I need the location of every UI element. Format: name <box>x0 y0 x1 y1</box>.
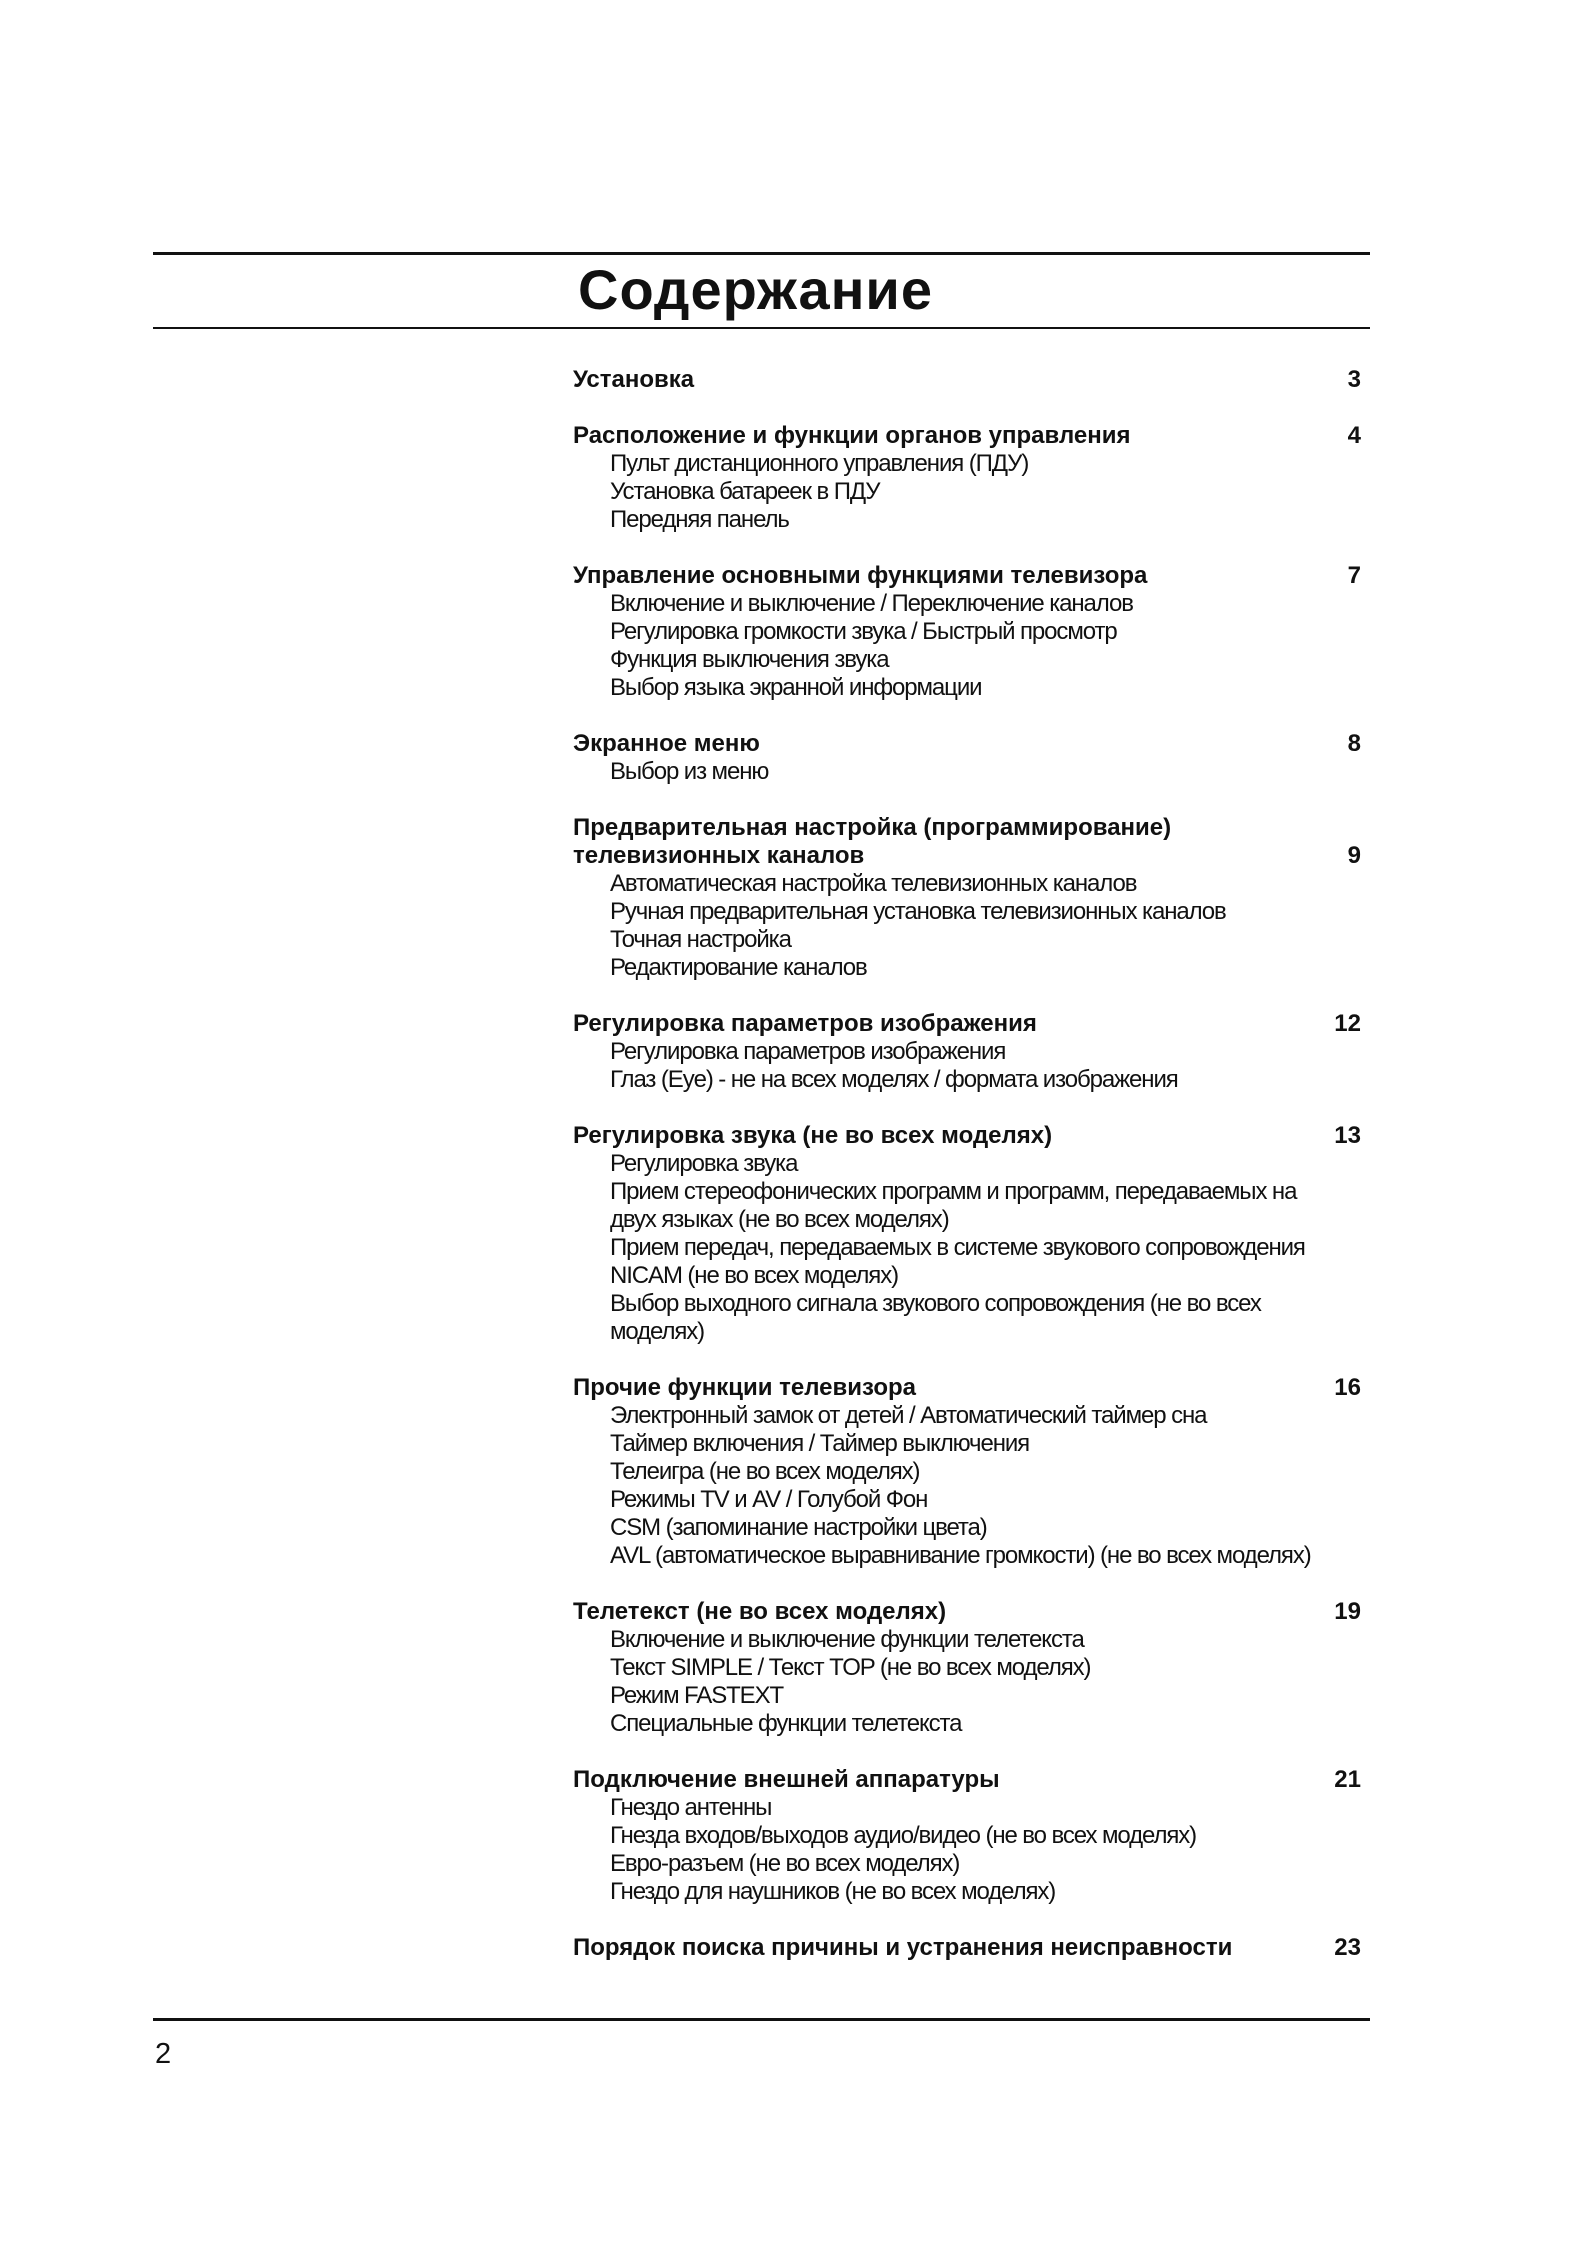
toc-section-heading[interactable] <box>573 730 1363 758</box>
toc-section-title: Телетекст (не во всех моделях) <box>573 1598 947 1625</box>
toc-section <box>573 1598 1363 1738</box>
toc-subsection-item[interactable]: Текст SIMPLE / Текст TOP (не во всех моделях) <box>610 1654 1091 1681</box>
toc-subsection-item[interactable]: Регулировка звука <box>610 1150 798 1177</box>
toc-section-page: 21 <box>1334 1766 1361 1793</box>
toc-section-heading[interactable] <box>573 1766 1363 1794</box>
toc-subsection-item[interactable]: Прием стереофонических программ и программ, передаваемых на двух языках (не во всех моделях) <box>610 1178 1297 1233</box>
toc-subsection-item[interactable]: Функция выключения звука <box>610 646 889 673</box>
toc-section-page: 13 <box>1334 1122 1361 1149</box>
bottom-rule <box>153 2018 1370 2021</box>
toc-subsection-item[interactable]: Редактирование каналов <box>610 954 867 981</box>
toc-subsection-item[interactable]: Прием передач, передаваемых в системе звукового сопровождения NICAM (не во всех моделях) <box>610 1234 1305 1289</box>
toc-section-page: 8 <box>1347 730 1361 757</box>
toc-subsection-item[interactable]: Таймер включения / Таймер выключения <box>610 1430 1030 1457</box>
toc-subsection-item[interactable]: Глаз (Eye) - не на всех моделях / формата изображения <box>610 1066 1178 1093</box>
toc-subsection-item[interactable]: Гнезда входов/выходов аудио/видео (не во всех моделях) <box>610 1822 1197 1849</box>
toc-subsection-item[interactable]: Телеигра (не во всех моделях) <box>610 1458 920 1485</box>
toc-subsection-list <box>573 758 1363 786</box>
toc-section-heading[interactable] <box>573 422 1363 450</box>
toc-subsection-item[interactable]: Автоматическая настройка телевизионных каналов <box>610 870 1137 897</box>
toc-section-page: 23 <box>1334 1934 1361 1961</box>
page-title: Содержание <box>578 258 933 321</box>
toc-subsection-list <box>573 1150 1363 1346</box>
toc-section-page: 7 <box>1347 562 1361 589</box>
toc-subsection-item[interactable]: Выбор выходного сигнала звукового сопровождения (не во всех моделях) <box>610 1290 1261 1345</box>
toc-subsection-item[interactable]: CSM (запоминание настройки цвета) <box>610 1514 987 1541</box>
toc-section <box>573 1766 1363 1906</box>
toc-section-title: Управление основными функциями телевизора <box>573 562 1148 589</box>
toc-section-page: 3 <box>1347 366 1361 393</box>
toc-section-title: Подключение внешней аппаратуры <box>573 1766 1000 1793</box>
table-of-contents <box>573 366 1363 1962</box>
toc-subsection-list <box>573 590 1363 702</box>
toc-section-heading[interactable] <box>573 1010 1363 1038</box>
toc-subsection-list <box>573 1038 1363 1094</box>
toc-subsection-item[interactable]: Выбор языка экранной информации <box>610 674 982 701</box>
toc-subsection-list <box>573 1794 1363 1906</box>
toc-section-heading[interactable] <box>573 366 1363 394</box>
toc-subsection-item[interactable]: AVL (автоматическое выравнивание громкости) (не во всех моделях) <box>610 1542 1311 1569</box>
toc-section-heading[interactable] <box>573 1374 1363 1402</box>
toc-subsection-list <box>573 870 1363 982</box>
toc-section-page: 9 <box>1347 842 1361 869</box>
toc-subsection-item[interactable]: Гнездо антенны <box>610 1794 772 1821</box>
toc-section-title: Установка <box>573 366 695 393</box>
toc-section <box>573 814 1363 982</box>
toc-subsection-list <box>573 450 1363 534</box>
toc-subsection-list <box>573 1626 1363 1738</box>
toc-subsection-item[interactable]: Специальные функции телетекста <box>610 1710 962 1737</box>
toc-section <box>573 1934 1363 1962</box>
toc-section-title: Расположение и функции органов управления <box>573 422 1131 449</box>
toc-subsection-item[interactable]: Регулировка громкости звука / Быстрый просмотр <box>610 618 1117 645</box>
toc-subsection-item[interactable]: Пульт дистанционного управления (ПДУ) <box>610 450 1029 477</box>
toc-subsection-item[interactable]: Включение и выключение функции телетекста <box>610 1626 1084 1653</box>
toc-section-page: 4 <box>1347 422 1361 449</box>
toc-section-title: Регулировка параметров изображения <box>573 1010 1037 1037</box>
toc-section-page: 12 <box>1334 1010 1361 1037</box>
toc-subsection-item[interactable]: Электронный замок от детей / Автоматический таймер сна <box>610 1402 1207 1429</box>
toc-section-heading[interactable] <box>573 814 1363 870</box>
toc-section-title: Регулировка звука (не во всех моделях) <box>573 1122 1053 1149</box>
toc-subsection-item[interactable]: Выбор из меню <box>610 758 769 785</box>
top-rule <box>153 252 1370 255</box>
toc-subsection-item[interactable]: Включение и выключение / Переключение каналов <box>610 590 1133 617</box>
page-number: 2 <box>155 2038 172 2070</box>
title-rule <box>153 327 1370 329</box>
toc-section-title: Порядок поиска причины и устранения неисправности <box>573 1934 1233 1961</box>
toc-section <box>573 562 1363 702</box>
toc-section-page: 19 <box>1334 1598 1361 1625</box>
toc-section-title: Прочие функции телевизора <box>573 1374 917 1401</box>
toc-subsection-item[interactable]: Установка батареек в ПДУ <box>610 478 880 505</box>
toc-section-heading[interactable] <box>573 562 1363 590</box>
toc-section-page: 16 <box>1334 1374 1361 1401</box>
toc-section <box>573 422 1363 534</box>
toc-section <box>573 1010 1363 1094</box>
toc-subsection-item[interactable]: Евро-разъем (не во всех моделях) <box>610 1850 960 1877</box>
toc-section-title: Предварительная настройка (программирование) телевизионных каналов <box>573 814 1172 869</box>
toc-subsection-item[interactable]: Режимы TV и AV / Голубой Фон <box>610 1486 928 1513</box>
toc-section-heading[interactable] <box>573 1598 1363 1626</box>
toc-section-heading[interactable] <box>573 1122 1363 1150</box>
toc-section-heading[interactable] <box>573 1934 1363 1962</box>
toc-subsection-item[interactable]: Регулировка параметров изображения <box>610 1038 1006 1065</box>
toc-subsection-list <box>573 1402 1363 1570</box>
toc-section-title: Экранное меню <box>573 730 760 757</box>
toc-subsection-item[interactable]: Гнездо для наушников (не во всех моделях) <box>610 1878 1056 1905</box>
toc-subsection-item[interactable]: Ручная предварительная установка телевизионных каналов <box>610 898 1226 925</box>
toc-section <box>573 366 1363 394</box>
toc-subsection-item[interactable]: Точная настройка <box>610 926 791 953</box>
toc-subsection-item[interactable]: Передняя панель <box>610 506 789 533</box>
toc-section <box>573 730 1363 786</box>
toc-subsection-item[interactable]: Режим FASTEXT <box>610 1682 784 1709</box>
toc-section <box>573 1122 1363 1346</box>
toc-section <box>573 1374 1363 1570</box>
